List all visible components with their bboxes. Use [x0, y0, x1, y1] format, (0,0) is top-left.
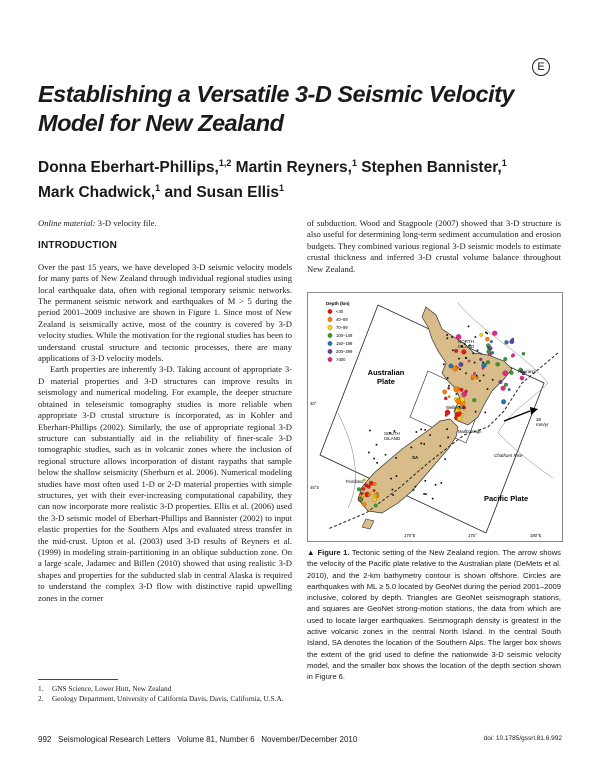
online-material-note	[38, 218, 292, 229]
station-marker	[443, 364, 445, 366]
section-heading: INTRODUCTION	[38, 240, 118, 252]
station-marker	[448, 385, 450, 387]
earthquake-marker	[373, 489, 376, 492]
earthquake-marker	[473, 372, 476, 375]
earthquake-marker	[501, 386, 506, 391]
legend-label: 100–149	[336, 333, 353, 338]
earthquake-marker	[471, 375, 476, 380]
electronic-supplement-badge: E	[532, 58, 550, 76]
earthquake-marker	[510, 371, 514, 375]
legend-swatch	[328, 357, 332, 361]
footnote-number: 1.	[38, 684, 44, 693]
footnote-rule	[38, 679, 118, 680]
earthquake-marker	[508, 388, 511, 391]
earthquake-marker	[367, 485, 371, 489]
paragraph-2: Earth properties are inherently 3-D. Taking account of appropriate 3-D material properties and 3-D structures can improve results in seismology and numerical modeling. For example, the deeper structure obtained in teleseismic tomography studies is more reliable when appropriate 3-D crustal structure is incorporated, as in Kohler and Eberhart-Phillips (2002). Similarly, the use of appropriate regional 3-D structure can substantially aid in the reliability of finer-scale 3-D tomographic studies, such as in volcanic zones where the inclusion of regional structure allows incorporation of distant raypaths that sample below the shallow seismicity (Sherburn et al. 2006). Numerical modeling studies have most often used 1-D or 2-D material properties with simple structures, yet with their ever-increasing computational capability, they can now incorporate more realistic 3-D properties. Ellis et al. (2006) used the 3-D seismic model of Eberhart-Phillips and Bannister (2002) to input elastic properties for the Southern Alps and evaluated stress transfer in the mid-crust. Upton et al. (2003) used 3-D results of Reyners et al. (1999) in modeling strain-partitioning in an oblique subduction zone. On a large scale, Jadamec and Billen (2010) showed that using realistic 3-D shapes and properties for the subducted slab in central Alaska is required to understand the complex 3-D flow with distinctive rapid upwelling zones in the corner	[38, 364, 292, 603]
station-marker	[446, 334, 448, 336]
earthquake-marker	[454, 349, 458, 353]
station-marker	[444, 458, 446, 460]
author-affiliation: 1,2	[218, 158, 232, 168]
chatham-rise-label: Chatham Rise	[494, 453, 523, 458]
paragraph-1: Over the past 15 years, we have developed 3-D seismic velocity models for many parts of New Zealand through individual regional studies using local earthquake data, often with regional temporary seismic networks. The permanent seismic network and earthquakes of M > 5 during the period 2001–2009 inclusive are shown in Figure 1. Since most of New Zealand is seismically active, most of the country is covered by 3-D velocity studies. While the motivation for the regional studies has been to understand crustal structure and tectonic processes, there are many applications of 3-D velocity models.	[38, 261, 292, 364]
journal-name: Seismological Research Letters	[58, 735, 171, 744]
earthquake-marker	[454, 387, 460, 393]
lat-45-label: 45°S	[310, 485, 320, 490]
station-marker	[447, 437, 449, 439]
marlborough-label: Marlborough	[458, 429, 482, 434]
station-marker	[465, 357, 467, 359]
earthquake-marker	[480, 333, 483, 336]
station-marker	[368, 452, 370, 454]
station-marker	[429, 434, 431, 436]
station-marker	[476, 375, 478, 377]
rate-label: 38 mm/yr	[536, 417, 549, 427]
station-marker	[413, 489, 415, 491]
earthquake-marker	[504, 383, 508, 387]
author-affiliation: 1	[501, 158, 507, 168]
legend-swatch	[328, 317, 332, 321]
station-marker	[420, 443, 422, 445]
southern-alps-label: SA	[412, 455, 419, 460]
earthquake-marker	[482, 367, 485, 370]
legend-swatch	[328, 325, 332, 329]
left-column	[38, 218, 292, 604]
volume-info: Volume 81, Number 6	[177, 735, 255, 744]
earthquake-marker	[460, 388, 464, 392]
online-material-text: 3-D velocity file.	[95, 218, 157, 228]
station-marker	[451, 336, 453, 338]
earthquake-marker	[503, 371, 508, 376]
station-marker	[411, 447, 413, 449]
earthquake-marker	[445, 414, 448, 417]
author-name: Stephen Bannister,	[357, 159, 502, 177]
author-name: Donna Eberhart-Phillips,	[38, 159, 219, 177]
author-affiliation: 1	[155, 183, 161, 194]
earthquake-marker	[362, 502, 366, 506]
station-marker	[396, 475, 398, 477]
australian-plate-label: Australian Plate	[367, 368, 405, 386]
earthquake-marker	[362, 487, 365, 490]
station-marker	[483, 375, 485, 377]
station-marker	[390, 478, 392, 480]
station-marker	[473, 353, 475, 355]
station-marker	[477, 350, 479, 352]
station-marker	[440, 445, 442, 447]
earthquake-marker	[369, 481, 374, 486]
legend-label: 150–199	[336, 341, 353, 346]
earthquake-marker	[461, 350, 466, 355]
earthquake-marker	[496, 362, 500, 366]
lon-180-label: 180°E	[530, 533, 542, 538]
station-marker	[376, 462, 378, 464]
earthquake-marker	[488, 346, 492, 350]
station-marker	[441, 482, 443, 484]
earthquake-marker	[444, 397, 447, 400]
earthquake-marker	[374, 504, 378, 508]
doi[interactable]: doi: 10.1785/gssrl.81.6.992	[483, 735, 562, 742]
station-marker	[459, 369, 461, 371]
pacific-plate-label: Pacific Plate	[484, 494, 529, 503]
earthquake-marker	[368, 494, 371, 497]
station-marker	[369, 430, 371, 432]
earthquake-marker	[472, 398, 476, 402]
earthquake-marker	[359, 497, 363, 501]
earthquake-marker	[448, 396, 450, 398]
earthquake-marker	[457, 417, 461, 421]
earthquake-marker	[505, 340, 509, 344]
legend-label: <40	[336, 309, 344, 314]
station-marker	[425, 493, 427, 495]
station-marker	[395, 457, 397, 459]
author-affiliation: 1	[351, 158, 357, 168]
author-affiliation: 1	[279, 183, 285, 194]
earthquake-marker	[456, 399, 461, 404]
earthquake-marker	[522, 352, 525, 355]
lon-170-label: 170°E	[404, 533, 416, 538]
page-number: 992	[38, 735, 52, 744]
author-name: Martin Reyners,	[231, 159, 352, 177]
paper-title: Establishing a Versatile 3-D Seismic Velocity Model for New Zealand	[38, 81, 514, 136]
station-marker	[474, 362, 476, 364]
footnote-text: GNS Science, Lower Hutt, New Zealand	[52, 684, 172, 693]
station-marker	[452, 350, 454, 352]
figure-1-caption	[307, 547, 561, 683]
station-marker	[423, 493, 425, 495]
earthquake-marker	[499, 380, 503, 384]
station-marker	[468, 326, 470, 328]
legend-label: 70–99	[336, 325, 348, 330]
station-marker	[492, 379, 494, 381]
station-marker	[458, 358, 460, 360]
earthquake-marker	[510, 339, 515, 344]
caption-label: ▲ Figure 1.	[307, 548, 350, 557]
station-marker	[484, 412, 486, 414]
legend-swatch	[328, 333, 332, 337]
earthquake-marker	[357, 487, 361, 491]
station-marker	[447, 338, 449, 340]
earthquake-marker	[376, 494, 379, 497]
station-marker	[425, 480, 427, 482]
legend-label: 40–69	[336, 317, 348, 322]
author-list	[38, 153, 578, 203]
earthquake-marker	[490, 340, 493, 343]
legend-swatch	[328, 349, 332, 353]
earthquake-marker	[373, 482, 377, 486]
earthquake-marker	[503, 357, 507, 361]
issue-date: November/December 2010	[261, 735, 358, 744]
author-name: Mark Chadwick,	[38, 184, 156, 202]
earthquake-marker	[512, 354, 515, 357]
online-material-label[interactable]: Online material:	[38, 218, 96, 228]
north-island-label: NORTH ISLAND	[458, 339, 475, 349]
station-marker	[446, 428, 448, 430]
station-marker	[456, 393, 458, 395]
station-marker	[392, 494, 394, 496]
paragraph-3: of subduction. Wood and Stagpoole (2007) showed that 3-D structure is also useful for determining long-term sediment accumulation and erosion budgets. They combined various regional 3-D seismic models to estimate crustal thickness and inferred 3-D crustal volume balance throughout New Zealand.	[307, 218, 561, 274]
legend-label: 200–299	[336, 349, 353, 354]
earthquake-marker	[479, 358, 482, 361]
figure-1-map	[307, 292, 563, 542]
station-marker	[475, 336, 477, 338]
tectonic-map-svg	[308, 293, 562, 541]
station-marker	[465, 373, 467, 375]
earthquake-marker	[453, 366, 458, 371]
page-footer	[38, 735, 562, 744]
station-marker	[392, 489, 394, 491]
earthquake-marker	[476, 377, 479, 380]
earthquake-marker	[486, 360, 490, 364]
earthquake-marker	[449, 364, 454, 369]
station-marker	[385, 454, 387, 456]
earthquake-marker	[362, 494, 365, 497]
earthquake-marker	[482, 363, 487, 368]
legend-swatch	[328, 341, 332, 345]
station-marker	[435, 484, 437, 486]
lon-175-label: 175°	[468, 533, 477, 538]
legend-swatch	[328, 309, 332, 313]
station-marker	[475, 411, 477, 413]
station-marker	[487, 388, 489, 390]
station-marker	[447, 377, 449, 379]
earthquake-marker	[465, 390, 468, 393]
hikurangi-label: Hikurangi	[518, 369, 536, 374]
footnote-number: 2.	[38, 694, 44, 703]
earthquake-marker	[373, 498, 377, 502]
station-marker	[423, 443, 425, 445]
station-marker	[424, 429, 426, 431]
author-line-2	[38, 178, 578, 203]
station-marker	[415, 486, 417, 488]
earthquake-marker	[459, 362, 464, 367]
station-marker	[432, 498, 434, 500]
earthquake-marker	[492, 331, 497, 336]
earthquake-marker	[520, 376, 524, 380]
south-island-label: SOUTH ISLAND	[384, 431, 401, 441]
legend-title: Depth (km)	[326, 301, 350, 306]
station-marker	[416, 431, 418, 433]
earthquake-marker	[468, 360, 471, 363]
lat-40-label: 40°	[310, 401, 317, 406]
station-marker	[376, 444, 378, 446]
legend-label: >300	[336, 357, 346, 362]
footnotes	[38, 684, 292, 704]
footnote-text: Geology Department, University of California Davis, Davis, California, U.S.A.	[52, 694, 284, 703]
wellington-label: Wellington	[446, 405, 466, 410]
station-marker	[479, 380, 481, 382]
station-marker	[373, 458, 375, 460]
author-line-1	[38, 153, 578, 178]
right-column	[307, 218, 561, 275]
earthquake-marker	[363, 479, 366, 482]
earthquake-marker	[442, 390, 447, 395]
earthquake-marker	[485, 337, 489, 341]
footnote-2	[38, 694, 292, 704]
fiordland-label: Fiordland	[346, 479, 364, 484]
earthquake-marker	[447, 387, 450, 390]
earthquake-marker	[501, 399, 506, 404]
footnote-1	[38, 684, 292, 694]
station-marker	[420, 429, 422, 431]
earthquake-marker	[491, 351, 494, 354]
caption-text: Tectonic setting of the New Zealand region. The arrow shows the velocity of the Pacific plate relative to the Australian plate (DeMets et al. 2010), and the 2-km bathymetry contour is shown offshore. Circles are earthquakes with ML ≥ 5.0 located by GeoNet during the period 2001–2009 inclusive, colored by depth. Triangles are GeoNet seismograph stations, and squares are GeoNet strong-motion stations, the data from which are used to locate larger earthquakes. Seismograph density is greatest in the active volcanic zones in the central North Island. In the central South Island, SA denotes the location of the Southern Alps. The larger box shows the extent of the grid used to define the nationwide 3-D seismic velocity model, and the smaller box shows the location of the depth section shown in Figure 6.	[307, 548, 561, 682]
author-name: and Susan Ellis	[160, 184, 280, 202]
station-marker	[485, 332, 487, 334]
